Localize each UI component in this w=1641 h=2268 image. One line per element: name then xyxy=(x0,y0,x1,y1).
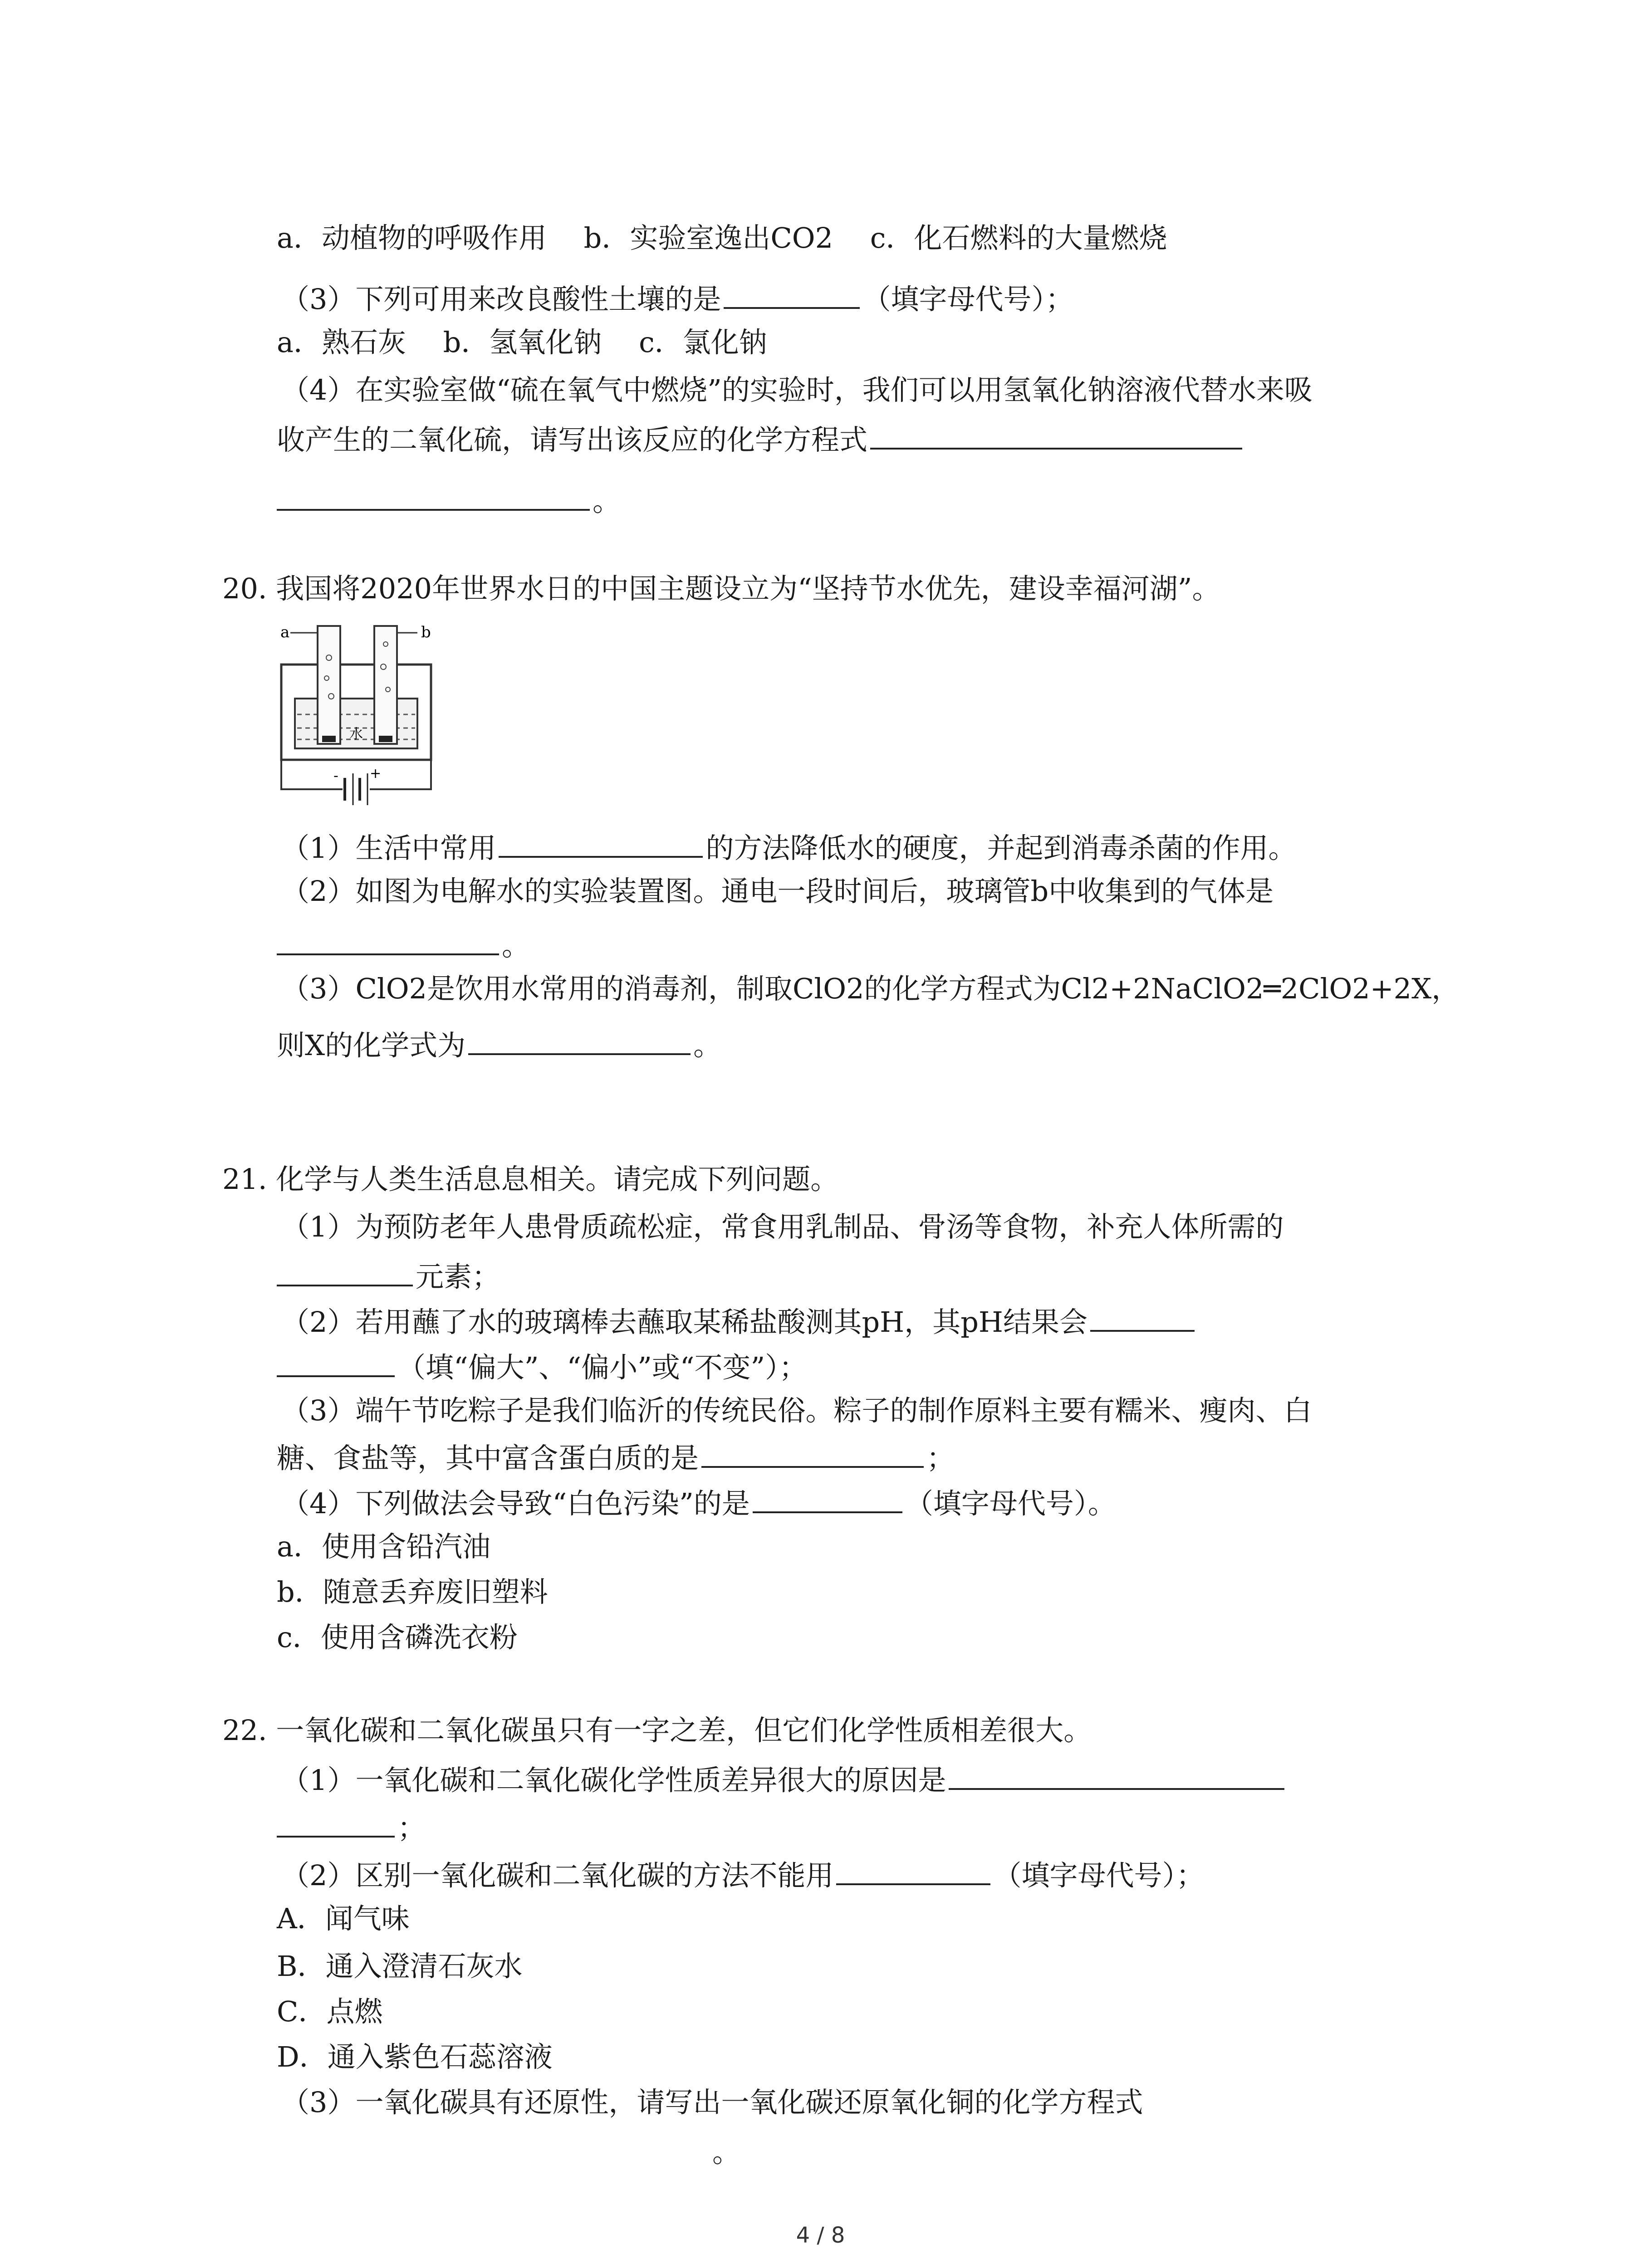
q20-part2-line1: （2）如图为电解水的实验装置图。通电一段时间后，玻璃管b中收集到的气体是 xyxy=(281,875,1274,908)
q19-part4-line3 xyxy=(277,481,621,519)
q22-part1-tail: ； xyxy=(397,1811,426,1844)
q21-part1-line2 xyxy=(277,1256,500,1295)
glass-tube-a xyxy=(318,626,340,744)
q22-stem: 22. 一氧化碳和二氧化碳虽只有一字之差，但它们化学性质相差很大。 xyxy=(222,1714,1092,1747)
q21-option-c: c．使用含磷洗衣粉 xyxy=(277,1621,518,1654)
q21-part2-line1-text: （2）若用蘸了水的玻璃棒去蘸取某稀盐酸测其pH，其pH结果会 xyxy=(281,1305,1087,1339)
q22-part1-answer-blank-1[interactable] xyxy=(949,1760,1284,1790)
q20-part1-pre: （1）生活中常用 xyxy=(281,831,496,865)
q21-part1-tail: 元素； xyxy=(416,1260,500,1293)
q21-part4-answer-blank[interactable] xyxy=(753,1483,902,1513)
q19-part3-tail: （填字母代号）； xyxy=(862,283,1074,316)
q21-part3-line1: （3）端午节吃粽子是我们临沂的传统民俗。粽子的制作原料主要有糯米、瘦肉、白 xyxy=(281,1394,1312,1427)
q20-part1-answer-blank[interactable] xyxy=(499,828,703,858)
q19-part4-end: 。 xyxy=(593,484,621,518)
q22-option-A: A．闻气味 xyxy=(277,1902,410,1935)
q20-stem: 20. 我国将2020年世界水日的中国主题设立为“坚持节水优先，建设幸福河湖”。 xyxy=(222,572,1220,605)
glass-tube-b xyxy=(374,626,397,744)
q19-part4-answer-blank-2[interactable] xyxy=(277,481,590,511)
q20-part3-line1: （3）ClO2是饮用水常用的消毒剂，制取ClO2的化学方程式为Cl2+2NaClO2═2ClO2+2X， xyxy=(281,972,1460,1005)
q21-stem: 21. 化学与人类生活息息相关。请完成下列问题。 xyxy=(222,1163,839,1196)
q21-part2-answer-blank-2[interactable] xyxy=(277,1347,395,1377)
tube-label-b: b xyxy=(421,623,431,641)
electrode-a xyxy=(322,736,336,742)
q22-part2 xyxy=(281,1855,1204,1894)
q19-part3-options: a．熟石灰 b．氢氧化钠 c．氯化钠 xyxy=(277,326,767,359)
q21-part4-pre: （4）下列做法会导致“白色污染”的是 xyxy=(281,1487,750,1520)
q21-part1-answer-blank[interactable] xyxy=(277,1256,413,1286)
q20-part1-post: 的方法降低水的硬度，并起到消毒杀菌的作用。 xyxy=(705,831,1297,865)
q21-part3-line2-pre: 糖、食盐等，其中富含蛋白质的是 xyxy=(277,1442,699,1475)
q22-option-B: B．通入澄清石灰水 xyxy=(277,1950,523,1983)
q21-part1-line1: （1）为预防老年人患骨质疏松症，常食用乳制品、骨汤等食物，补充人体所需的 xyxy=(281,1210,1284,1243)
battery-plus-label: + xyxy=(370,766,382,782)
q20-part2-end: 。 xyxy=(502,929,530,962)
q19-part4-line2-text: 收产生的二氧化硫，请写出该反应的化学方程式 xyxy=(277,423,868,456)
q22-part1-answer-blank-2[interactable] xyxy=(277,1808,395,1838)
q21-part3-end: ； xyxy=(926,1442,955,1475)
q22-option-D: D．通入紫色石蕊溶液 xyxy=(277,2040,553,2073)
q19-part4-answer-blank-1[interactable] xyxy=(870,420,1242,450)
q19-part4-line2 xyxy=(277,420,1245,458)
water-label: 水 xyxy=(349,726,363,742)
q19-part3-stem: （3）下列可用来改良酸性土壤的是 xyxy=(281,283,721,316)
q19-source-options: a．动植物的呼吸作用 b．实验室逸出CO2 c．化石燃料的大量燃烧 xyxy=(277,221,1167,254)
q21-part4 xyxy=(281,1483,1116,1522)
tube-label-a: a xyxy=(280,623,290,641)
q19-part3-answer-blank[interactable] xyxy=(724,279,860,309)
electrolysis-apparatus-diagram xyxy=(277,617,458,807)
q19-part4-line1: （4）在实验室做“硫在氧气中燃烧”的实验时，我们可以用氢氧化钠溶液代替水来吸 xyxy=(281,373,1313,406)
q20-part1 xyxy=(281,828,1296,866)
q22-part1-line2 xyxy=(277,1808,426,1846)
q20-part2-line2 xyxy=(277,925,530,964)
q21-part2-line1 xyxy=(281,1302,1197,1340)
q20-part3-end: 。 xyxy=(693,1029,722,1062)
q22-part1-line1 xyxy=(281,1760,1287,1799)
q21-option-b: b．随意丢弃废旧塑料 xyxy=(277,1575,548,1608)
q22-option-C: C．点燃 xyxy=(277,1995,383,2028)
q22-part2-answer-blank[interactable] xyxy=(836,1855,990,1885)
q22-part3-line1: （3）一氧化碳具有还原性，请写出一氧化碳还原氧化铜的化学方程式 xyxy=(281,2086,1143,2119)
battery-minus-label: - xyxy=(333,768,338,784)
q20-part3-answer-blank[interactable] xyxy=(468,1025,691,1055)
q21-part2-line2 xyxy=(277,1347,807,1386)
q22-part3-end: 。 xyxy=(712,2136,741,2169)
q20-part2-answer-blank[interactable] xyxy=(277,925,499,955)
q20-part3-line2 xyxy=(277,1025,721,1064)
q19-part3 xyxy=(281,279,1073,318)
q21-part3-line2 xyxy=(277,1438,955,1476)
q21-part3-answer-blank[interactable] xyxy=(701,1438,924,1468)
q21-part2-tail: （填“偏大”、“偏小”或“不变”）； xyxy=(397,1351,808,1384)
q22-part2-post: （填字母代号）； xyxy=(993,1859,1205,1892)
q20-part3-line2-pre: 则X的化学式为 xyxy=(277,1029,466,1062)
q22-part1-line1-text: （1）一氧化碳和二氧化碳化学性质差异很大的原因是 xyxy=(281,1764,946,1797)
q21-part4-post: （填字母代号）。 xyxy=(905,1487,1116,1520)
q22-part2-pre: （2）区别一氧化碳和二氧化碳的方法不能用 xyxy=(281,1859,834,1892)
q21-option-a: a．使用含铅汽油 xyxy=(277,1530,490,1563)
page-number: 4 / 8 xyxy=(796,2223,845,2248)
electrode-b xyxy=(379,736,392,742)
q21-part2-answer-blank-1[interactable] xyxy=(1090,1302,1195,1332)
